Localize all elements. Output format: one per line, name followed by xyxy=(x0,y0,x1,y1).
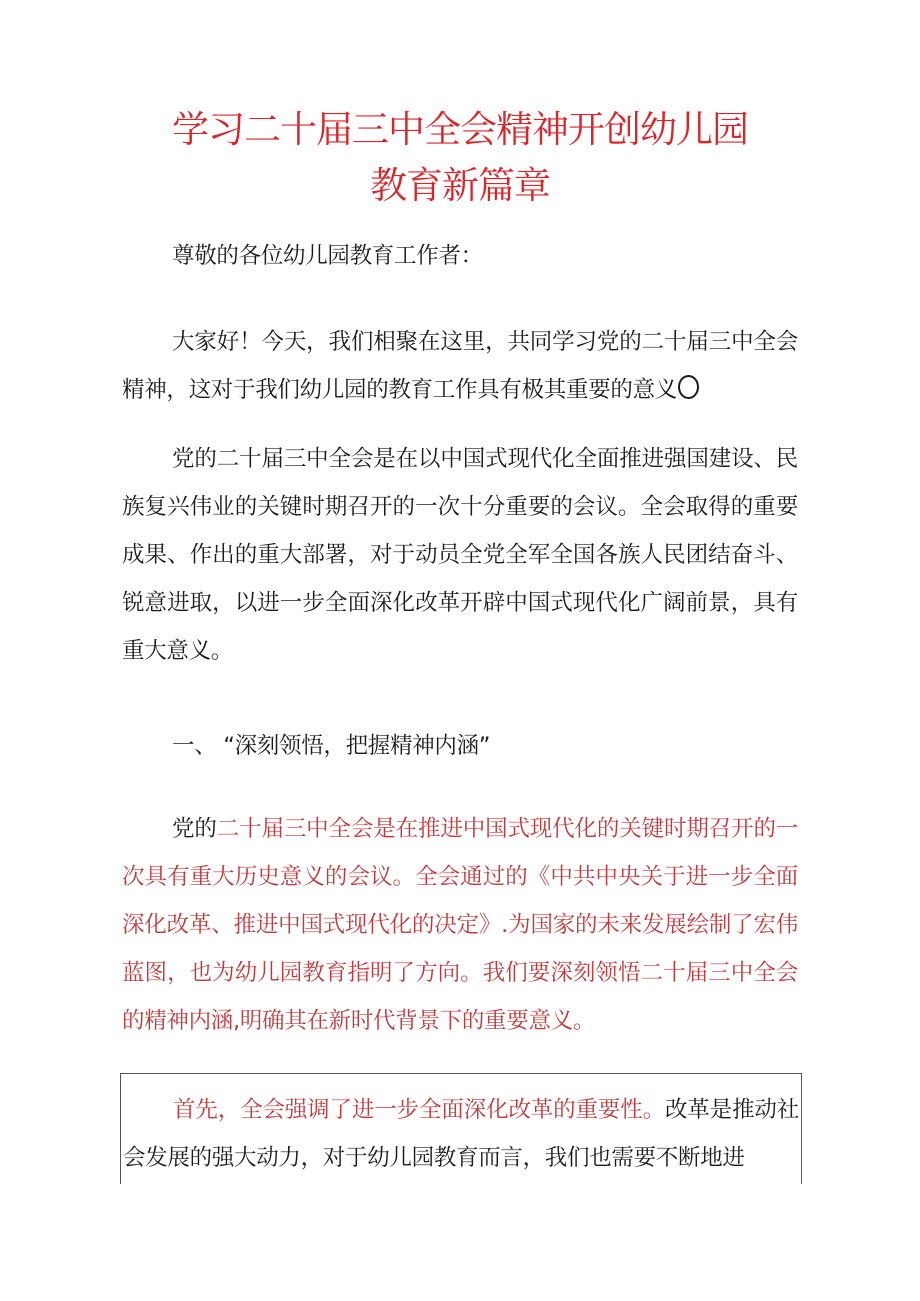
paragraph-reform-highlight: 首先，全会强调了进一步全面深化改革的重要性。 xyxy=(173,1097,665,1123)
document-title xyxy=(120,102,800,214)
title-line-1: 学习二十届三中全会精神开创幼儿园 xyxy=(172,108,748,151)
paragraph-plenum-intro: 党的二十届三中全会是在以中国式现代化全面推进强国建设、民族复兴伟业的关键时期召开的一次十分重要的会议。全会取得的重要成果、作出的重大部署，对于动员全党全军全国各族人民团结奋斗、锐意进取，以进一步全面深化改革开辟中国式现代化广阔前景，具有重大意义。 xyxy=(122,446,798,664)
circle-mark-icon xyxy=(678,375,699,399)
bordered-text-box xyxy=(120,1073,802,1184)
salutation: 尊敬的各位幼儿园教育工作者： xyxy=(172,243,483,269)
paragraph-reform xyxy=(123,1086,799,1182)
paragraph-reform-text: 改革是推动社会发展的强大动力，对于幼儿园教育而言，我们也需要不断地进 xyxy=(123,1097,799,1171)
paragraph-section-1-highlight: 二十届三中全会是在推进中国式现代化的关键时期召开的一次具有重大历史意义的会议。全会通过的《中共中央关于进一步全面深化改革、推进中国式现代化的决定》.为国家的未来发展绘制了宏伟蓝图，也为幼儿园教育指明了方向。我们要深刻领悟二十届三中全会的精神内涵,明确其在新时代背景下的重要意义。 xyxy=(122,816,799,1034)
paragraph-greeting-text: 大家好！今天，我们相聚在这里，共同学习党的二十届三中全会精神，这对于我们幼儿园的教育工作具有极其重要的意义 xyxy=(122,329,798,403)
paragraph-greeting xyxy=(122,318,798,414)
section-heading-1: 一、 “深刻领悟，把握精神内涵” xyxy=(172,733,491,759)
paragraph-section-1-prefix: 党的 xyxy=(172,816,217,842)
title-line-2: 教育新篇章 xyxy=(370,164,550,207)
paragraph-section-1 xyxy=(122,805,798,1045)
